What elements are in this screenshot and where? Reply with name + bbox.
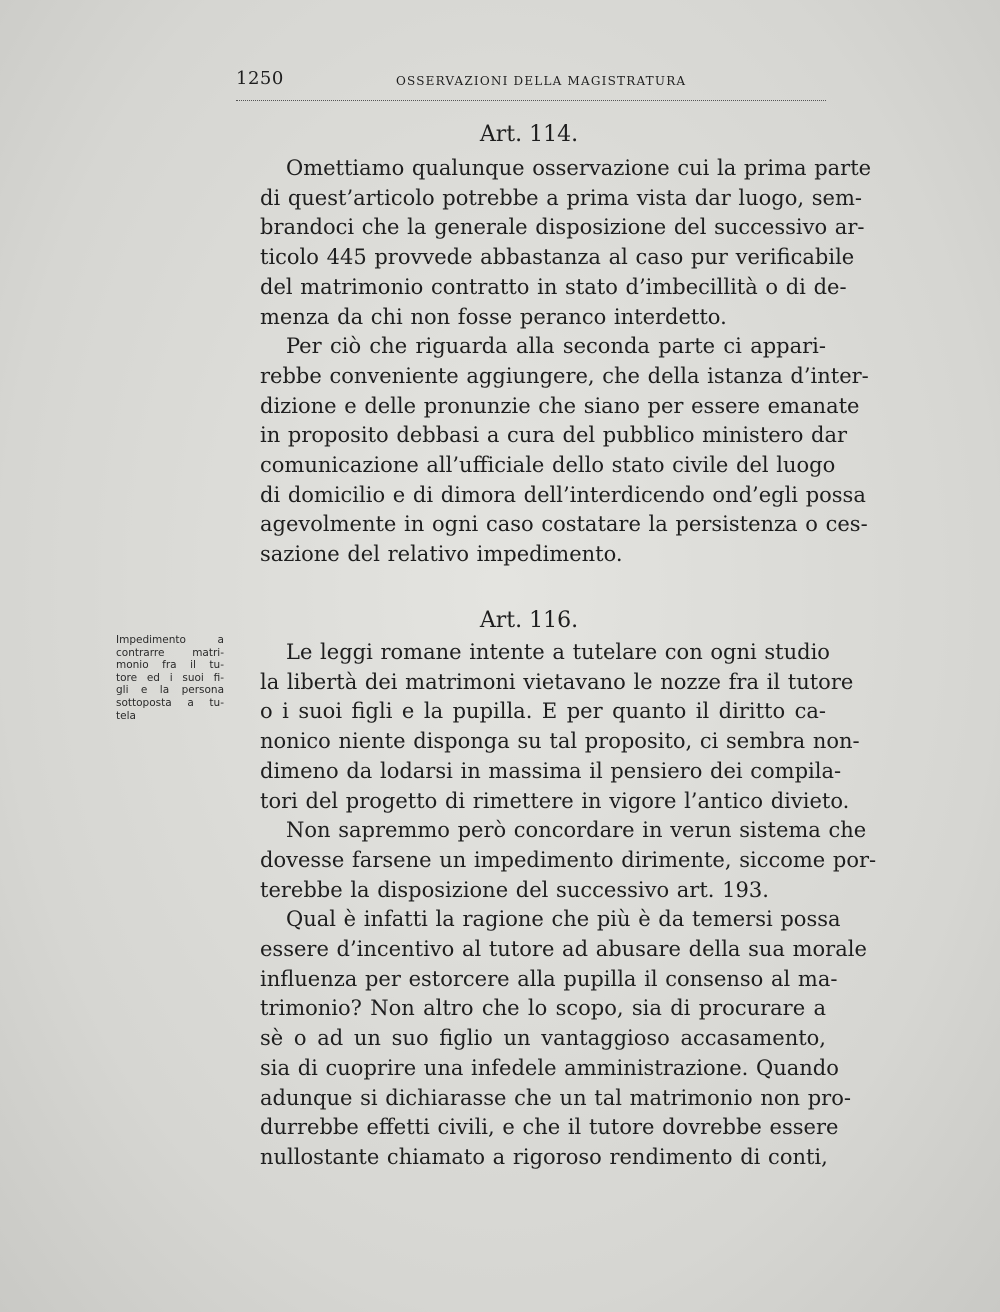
margin-note-line: monio fra il tu- bbox=[116, 659, 224, 672]
margin-note-line: tela bbox=[116, 709, 136, 722]
text-line: Per ciò che riguarda alla seconda parte ci appari- bbox=[286, 334, 826, 359]
text-line: sè o ad un suo figlio un vantaggioso accasamento, bbox=[260, 1026, 826, 1051]
text-line: di quest’articolo potrebbe a prima vista dar luogo, sem- bbox=[260, 185, 862, 210]
text-line: Le leggi romane intente a tutelare con ogni studio bbox=[286, 640, 830, 664]
text-line: del matrimonio contratto in stato d’imbecillità o di de- bbox=[260, 274, 847, 299]
paragraph bbox=[232, 816, 877, 905]
text-line: nullostante chiamato a rigoroso rendimento di conti, bbox=[260, 1144, 828, 1169]
text-line: sazione del relativo impedimento. bbox=[260, 542, 623, 567]
text-line: Non sapremmo però concordare in verun sistema che bbox=[286, 818, 867, 843]
page-number: 1250 bbox=[236, 68, 284, 89]
running-head: OSSERVAZIONI DELLA MAGISTRATURA bbox=[396, 74, 687, 88]
text-line: tori del progetto di rimettere in vigore l’antico divieto. bbox=[260, 788, 850, 813]
margin-note-line: sottoposta a tu- bbox=[116, 696, 224, 709]
text-line: nonico niente disponga su tal proposito, ci sembra non- bbox=[260, 729, 860, 754]
text-line: in proposito debbasi a cura del pubblico ministero dar bbox=[260, 423, 848, 448]
article-title: Art. 114. bbox=[479, 122, 579, 147]
text-line: comunicazione all’ufficiale dello stato civile del luogo bbox=[260, 453, 836, 478]
text-line: durrebbe effetti civili, e che il tutore dovrebbe essere bbox=[260, 1115, 839, 1140]
text-line: terebbe la disposizione del successivo art. 193. bbox=[260, 877, 769, 902]
text-line: sia di cuoprire una infedele amministrazione. Quando bbox=[260, 1055, 839, 1080]
margin-note-line: Impedimento a bbox=[116, 634, 224, 646]
text-line: dimeno da lodarsi in massima il pensiero dei compila- bbox=[260, 758, 842, 783]
article-116 bbox=[232, 606, 877, 1173]
text-line: di domicilio e di dimora dell’interdicendo ond’egli possa bbox=[260, 482, 866, 507]
paragraph bbox=[232, 905, 867, 1172]
text-line: Omettiamo qualunque osservazione cui la prima parte bbox=[286, 156, 872, 180]
text-line: dizione e delle pronunzie che siano per essere emanate bbox=[260, 393, 860, 418]
text-line: brandoci che la generale disposizione del successivo ar- bbox=[260, 215, 865, 240]
text-line: trimonio? Non altro che lo scopo, sia di procurare a bbox=[260, 996, 826, 1021]
page-header bbox=[236, 66, 826, 101]
paragraph bbox=[232, 154, 872, 332]
text-line: o i suoi figli e la pupilla. E per quanto il diritto ca- bbox=[260, 699, 826, 724]
article-114 bbox=[232, 120, 872, 570]
text-line: la libertà dei matrimoni vietavano le nozze fra il tutore bbox=[260, 669, 854, 694]
margin-note-line: gli e la persona bbox=[116, 684, 224, 697]
margin-note-line: contrarre matri- bbox=[116, 646, 224, 659]
margin-note-line: tore ed i suoi fi- bbox=[116, 671, 224, 684]
article-title: Art. 116. bbox=[479, 608, 579, 633]
text-line: agevolmente in ogni caso costatare la persistenza o ces- bbox=[260, 512, 868, 537]
text-line: rebbe conveniente aggiungere, che della istanza d’inter- bbox=[260, 363, 869, 388]
text-line: dovesse farsene un impedimento dirimente, siccome por- bbox=[260, 847, 877, 872]
margin-note bbox=[116, 634, 224, 722]
paragraph bbox=[232, 332, 869, 570]
text-line: essere d’incentivo al tutore ad abusare della sua morale bbox=[260, 937, 867, 962]
paragraph bbox=[232, 638, 860, 816]
text-line: menza da chi non fosse peranco interdetto. bbox=[260, 304, 727, 329]
text-line: adunque si dichiarasse che un tal matrimonio non pro- bbox=[260, 1085, 851, 1110]
text-line: Qual è infatti la ragione che più è da temersi possa bbox=[286, 907, 841, 932]
text-line: ticolo 445 provvede abbastanza al caso pur verificabile bbox=[260, 245, 855, 270]
text-line: influenza per estorcere alla pupilla il consenso al ma- bbox=[260, 966, 838, 991]
